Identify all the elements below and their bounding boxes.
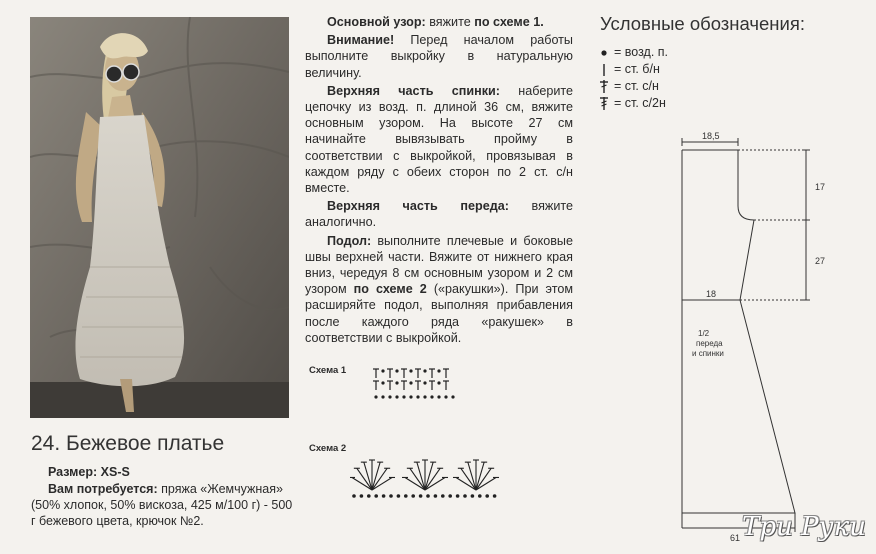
double-crochet-icon	[443, 381, 449, 390]
pattern-diagram	[670, 128, 840, 553]
back-label: Верхняя часть спинки:	[327, 83, 500, 98]
scheme2-pattern	[350, 450, 500, 509]
watermark: Три Руки	[742, 512, 866, 542]
chain-stitch-icon	[381, 369, 384, 372]
need-label: Вам потребуется:	[48, 482, 158, 496]
piece-label-fraction: 1/2	[698, 329, 710, 338]
double-crochet-icon	[387, 369, 393, 378]
item-heading: 24. Бежевое платье	[31, 432, 225, 455]
legend-label: = ст. с/н	[614, 79, 659, 93]
double-crochet-icon	[373, 369, 379, 378]
hem-text-1: выполните плечевые и боковые швы верхней части. Вяжите от нижнего края вниз, чередуя 8 см основным узором и 2 см узором	[305, 233, 573, 297]
scheme2-label: Схема 2	[309, 443, 347, 454]
legend-label: = ст. б/н	[614, 62, 660, 76]
chain-stitch-icon	[409, 381, 412, 384]
chain-stitch-icon	[437, 381, 440, 384]
single-crochet-icon	[598, 62, 614, 77]
double-crochet-icon	[401, 381, 407, 390]
double-crochet-icon	[443, 369, 449, 378]
main-pattern-label: Основной узор:	[327, 15, 426, 29]
front-text: вяжите аналогично.	[305, 199, 573, 230]
front-label: Верхняя часть переда:	[327, 199, 509, 214]
materials-block	[31, 464, 293, 530]
chain-stitch-icon	[423, 381, 426, 384]
legend	[598, 44, 668, 112]
attention-label: Внимание!	[327, 33, 395, 48]
scheme1-pattern	[372, 365, 468, 410]
need-value: пряжа «Жемчужная» (50% хлопок, 50% вискоза, 425 м/100 г) - 500 г бежевого цвета, крючок №2.	[31, 482, 293, 528]
instructions	[305, 14, 573, 348]
hem-scheme: по схеме 2	[353, 282, 427, 297]
scheme1-label: Схема 1	[309, 365, 347, 376]
shell-stitch-icon	[402, 460, 448, 490]
double-crochet-icon	[429, 381, 435, 390]
size-label: Размер:	[48, 465, 98, 479]
attention-text: Перед началом работы выполните выкройку в натуральную величину.	[305, 33, 573, 80]
piece-label-back: и спинки	[692, 349, 724, 358]
shell-stitch-icon	[350, 460, 395, 490]
double-crochet-icon	[598, 79, 614, 94]
back-text: наберите цепочку из возд. п. длиной 36 см, вяжите основным узором. На высоте 27 см начинайте вывязывать пройму в соответствии с выкройкой, провязывая в каждом ряду с обеих сторон по 2 ст. с/н вместе.	[305, 83, 573, 196]
chain-stitch-icon	[409, 369, 412, 372]
double-crochet-icon	[415, 369, 421, 378]
double-crochet-icon	[401, 369, 407, 378]
legend-item-double	[598, 78, 668, 95]
chain-stitch-icon	[395, 369, 398, 372]
dim-armhole: 17	[815, 182, 826, 192]
size-value: XS-S	[100, 465, 130, 479]
chain-stitch-icon	[598, 45, 614, 60]
treble-crochet-icon	[598, 96, 614, 111]
legend-item-treble	[598, 95, 668, 112]
legend-label: = возд. п.	[614, 45, 669, 59]
main-pattern-text: вяжите	[429, 15, 475, 29]
legend-label: = ст. с/2н	[614, 96, 666, 110]
piece-label-front: переда	[696, 339, 723, 348]
main-pattern-scheme: по схеме 1.	[474, 15, 544, 29]
dim-top-width: 18,5	[702, 131, 720, 141]
double-crochet-icon	[415, 381, 421, 390]
legend-item-single	[598, 61, 668, 78]
dim-hem: 61	[730, 533, 741, 543]
double-crochet-icon	[387, 381, 393, 390]
chain-row	[374, 395, 454, 398]
shell-stitch-icon	[453, 460, 499, 490]
dress-photo	[30, 17, 289, 418]
hem-text-2: («ракушки»). При этом расширяйте подол, выполняя прибавления после каждого ряда «ракушек» в соответствии с выкройкой.	[305, 282, 573, 345]
dim-body: 27	[815, 256, 826, 266]
legend-item-chain	[598, 44, 668, 61]
chain-stitch-icon	[381, 381, 384, 384]
chain-stitch-icon	[437, 369, 440, 372]
double-crochet-icon	[429, 369, 435, 378]
legend-title: Условные обозначения:	[600, 13, 806, 34]
chain-row	[352, 494, 496, 498]
chain-stitch-icon	[423, 369, 426, 372]
dim-waist: 18	[706, 289, 717, 299]
double-crochet-icon	[373, 381, 379, 390]
chain-stitch-icon	[395, 381, 398, 384]
hem-label: Подол:	[327, 233, 372, 248]
